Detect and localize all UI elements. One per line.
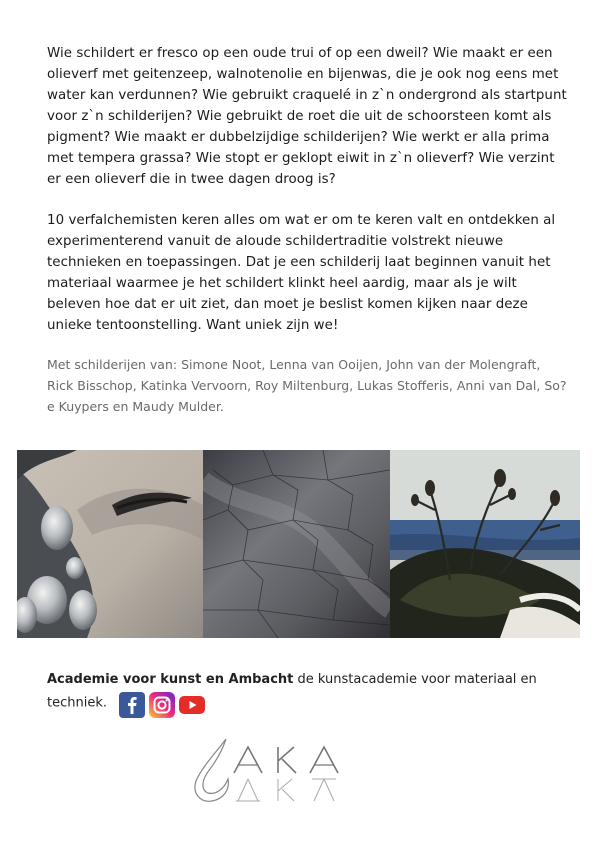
- academy-tagline: de kunstacademie voor materiaal en techniek.: [47, 672, 537, 711]
- social-links: [119, 692, 205, 718]
- description-paragraph: 10 verfalchemisten keren alles om wat er om te keren valt en ontdekken al experimenterend vanuit de aloude schildertraditie volstrekt nieuwe technieken en toepassingen. Dat je een schilderij laat beginnen vanuit het materiaal waarmee je het schildert klinkt heel aardig, maar als je wilt beleven hoe dat er uit ziet, dan moet je beslist komen kijken naar deze unieke tentoonstelling. Want uniek zijn we!: [47, 213, 556, 333]
- artists-credits: Met schilderijen van: Simone Noot, Lenna van Ooijen, John van der Molengraft, Rick Bisschop, Katinka Vervoorn, Roy Miltenburg, Lukas Stofferis, Anni van Dal, So?e Kuypers en Maudy Mulder.: [47, 357, 567, 414]
- intro-paragraph: Wie schildert er fresco op een oude trui of op een dweil? Wie maakt er een olieverf met geitenzeep, walnotenolie en bijenwas, die je ook nog eens met water kan verdunnen? Wie gebruikt craquelé in z`n ondergrond als startpunt voor z`n schilderijen? Wie gebruikt de roet die uit de schoorsteen komt als pigment? Wie maakt er dubbelzijdige schilderijen? Wie werkt er alla prima met tempera grassa? Wie stopt er geklopt eiwit in z`n olieverf? Wie verzint er een olieverf die in twee dagen droog is?: [47, 46, 567, 187]
- facebook-icon[interactable]: [119, 692, 145, 718]
- academy-name: Academie voor kunst en Ambacht: [47, 672, 294, 687]
- painting-face-pearls: [17, 450, 203, 638]
- painting-craquele: [203, 450, 390, 638]
- aka-logo: [190, 735, 370, 811]
- youtube-icon[interactable]: [179, 692, 205, 718]
- instagram-icon[interactable]: [149, 692, 175, 718]
- painting-plant: [390, 450, 580, 638]
- footer-text: [47, 670, 567, 716]
- painting-strip: [17, 450, 580, 638]
